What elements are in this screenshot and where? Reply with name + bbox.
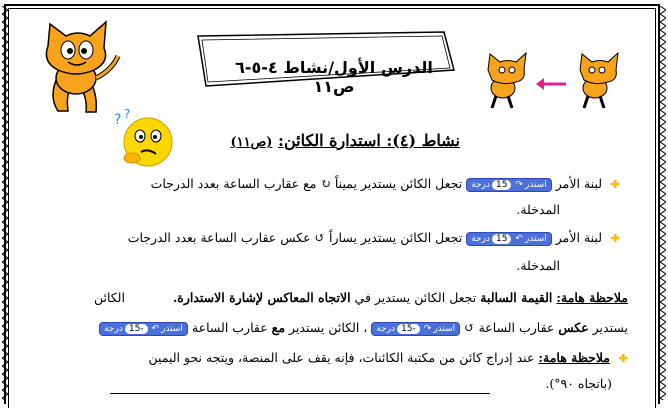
note-negative-values-continued: [99, 320, 628, 336]
block-word: استدر: [524, 233, 547, 244]
section-heading: [200, 131, 460, 150]
turn-left-negative-block: [99, 322, 188, 336]
line-turn-right: [151, 176, 620, 192]
block-unit: درجة: [104, 323, 123, 334]
line2-continuation: المدخلة.: [516, 258, 560, 273]
note1-t2: تجعل الكائن يستدير في: [354, 290, 477, 305]
line1-prefix: لبنة الأمر: [555, 176, 603, 191]
clockwise-arrow-icon: ↷: [515, 179, 523, 190]
heading-main: نشاط (٤): استدارة الكائن:: [278, 131, 460, 150]
note1-t4: الكائن: [93, 290, 125, 305]
note1b-t6: عقارب الساعة: [191, 320, 268, 335]
note1-label: ملاحظة هامة:: [556, 290, 628, 305]
block-word: استدر: [524, 179, 547, 190]
heading-page: (ص١١): [230, 135, 273, 150]
block-unit: درجة: [376, 323, 396, 334]
turn-left-icon: ↺: [314, 230, 325, 245]
note1-t1: القيمة السالبة: [480, 290, 553, 305]
block-word: استدر: [433, 323, 456, 334]
bullet-icon: [614, 352, 628, 365]
clockwise-arrow-icon: ↷: [423, 323, 432, 334]
note1-t3: الاتجاه المعاكس لإشارة الاستدارة.: [172, 290, 351, 305]
thinking-face-icon: [108, 108, 178, 170]
block-unit: درجة: [471, 233, 490, 244]
turn-right-negative-block: [371, 322, 460, 336]
rotating-cats-icon: [470, 42, 646, 112]
block-value: 15: [492, 234, 511, 244]
bottom-rule: [110, 393, 490, 394]
line-turn-left: [128, 230, 620, 246]
counterclockwise-arrow-icon: ↶: [515, 233, 523, 244]
note-sprite-direction: [148, 350, 628, 365]
note2-label: ملاحظة هامة:: [538, 350, 611, 365]
line2-prefix: لبنة الأمر: [555, 230, 603, 245]
note1b-t1: يستدير: [592, 320, 628, 335]
line1-text: تجعل الكائن يستدير يميناً: [334, 176, 463, 191]
page-title: الدرس الأول/نشاط ٤-٥-٦ ص١١: [235, 58, 433, 96]
svg-text:?: ?: [114, 112, 122, 128]
turn-left-block: [466, 232, 552, 246]
line2-text: تجعل الكائن يستدير يساراً: [328, 230, 463, 245]
line1-suffix: مع عقارب الساعة بعدد الدرجات: [150, 176, 317, 191]
block-unit: درجة: [471, 179, 490, 190]
note2-text: عند إدراج كائن من مكتبة الكائنات، فإنه يقف على المنصة، ويتجه نحو اليمين: [148, 350, 535, 365]
block-word: استدر: [161, 323, 183, 334]
svg-text:?: ?: [124, 108, 131, 121]
bullet-icon: [606, 232, 620, 245]
turn-right-block: [466, 178, 552, 192]
counterclockwise-arrow-icon: ↶: [151, 323, 160, 334]
turn-right-icon: ↻: [320, 176, 331, 191]
bullet-icon: [606, 178, 620, 191]
block-value: -15: [125, 324, 148, 334]
line2-suffix: عكس عقارب الساعة بعدد الدرجات: [127, 230, 311, 245]
note-negative-values: [94, 290, 628, 305]
turn-left-small-icon: ↺: [464, 320, 475, 335]
note1b-t5: مع: [271, 320, 286, 335]
note1b-t2: عكس: [558, 320, 589, 335]
block-value: -15: [397, 324, 420, 334]
block-value: 15: [492, 180, 511, 190]
note1b-t3: عقارب الساعة: [478, 320, 555, 335]
note1b-t4: ، الكائن يستدير: [289, 320, 368, 335]
scratch-cat-icon: [28, 16, 128, 116]
note2-continuation: (باتجاه ٩٠°).: [545, 376, 612, 391]
right-border-rope: [660, 6, 666, 400]
line1-continuation: المدخلة.: [516, 202, 560, 217]
